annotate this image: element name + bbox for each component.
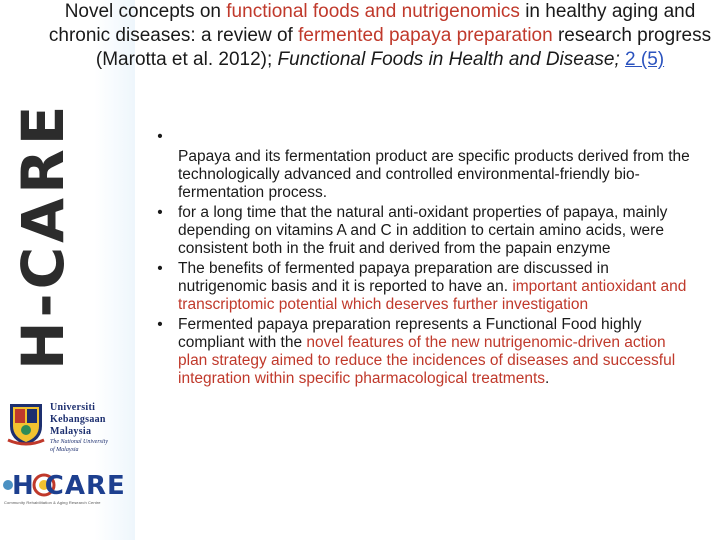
list-item xyxy=(150,260,690,314)
ukm-line-1: Universiti xyxy=(50,402,96,413)
bullet-highlight: novel features of the new nutrigenomic-driven action plan strategy aimed to reduce the incidences of diseases and successful integration within specific pharmacological treatments xyxy=(178,334,676,387)
vertical-brand-text: H-CARE xyxy=(9,101,77,370)
ukm-logo xyxy=(6,398,128,453)
title-highlight-1: functional foods and nutrigenomics xyxy=(226,1,520,22)
ukm-line-2: Kebangsaan xyxy=(50,414,106,425)
bullet-text: Fermented papaya preparation represents a Functional Food highly compliant with the xyxy=(178,316,642,351)
hcare-tagline: Community Rehabilitation & Aging Research Centre xyxy=(4,500,101,505)
slide-title xyxy=(40,0,720,72)
citation-link[interactable]: 2 (5) xyxy=(625,49,665,70)
journal-name: Functional Foods in Health and Disease; xyxy=(277,49,626,70)
list-item xyxy=(150,204,690,258)
bullet-marker: • xyxy=(157,260,163,277)
bullet-text: Papaya and its fermentation product are specific products derived from the technologically advanced and controlled environmental-friendly bio-fermentation process. xyxy=(178,148,690,201)
title-part-1: Novel concepts on xyxy=(64,1,227,22)
title-part-3: research progress (Marotta et al. 2012); xyxy=(95,25,712,70)
title-highlight-2: fermented papaya preparation xyxy=(298,25,553,46)
list-item xyxy=(150,128,690,202)
list-item xyxy=(150,316,690,388)
bullet-text: for a long time that the natural anti-oxidant properties of papaya, mainly depending on vitamins A and C in addition to certain amino acids, were consistent both in the fruit and derived from the papain enzyme xyxy=(178,204,668,257)
ukm-line-3: Malaysia xyxy=(50,426,92,437)
ukm-tagline-1: The National University xyxy=(50,439,108,445)
bullet-marker: • xyxy=(157,204,163,221)
bullet-marker: • xyxy=(157,128,163,145)
bullet-highlight: important antioxidant and transcriptomic potential which deserves further investigation xyxy=(178,278,687,313)
bullet-marker: • xyxy=(157,316,163,333)
bullet-end: . xyxy=(545,370,550,387)
title-part-2: in healthy aging and chronic diseases: a review of xyxy=(48,1,696,46)
bullet-text: The benefits of fermented papaya preparation are discussed in nutrigenomic basis and it is reported to have an. xyxy=(178,260,609,295)
bullet-list xyxy=(150,128,690,390)
hcare-wordmark: H CARE xyxy=(12,471,126,501)
sidebar xyxy=(0,0,135,540)
ukm-tagline-2: of Malaysia xyxy=(50,447,79,453)
hcare-logo xyxy=(2,470,133,508)
university-crest-icon xyxy=(6,400,46,446)
ukm-wordmark xyxy=(50,402,130,454)
